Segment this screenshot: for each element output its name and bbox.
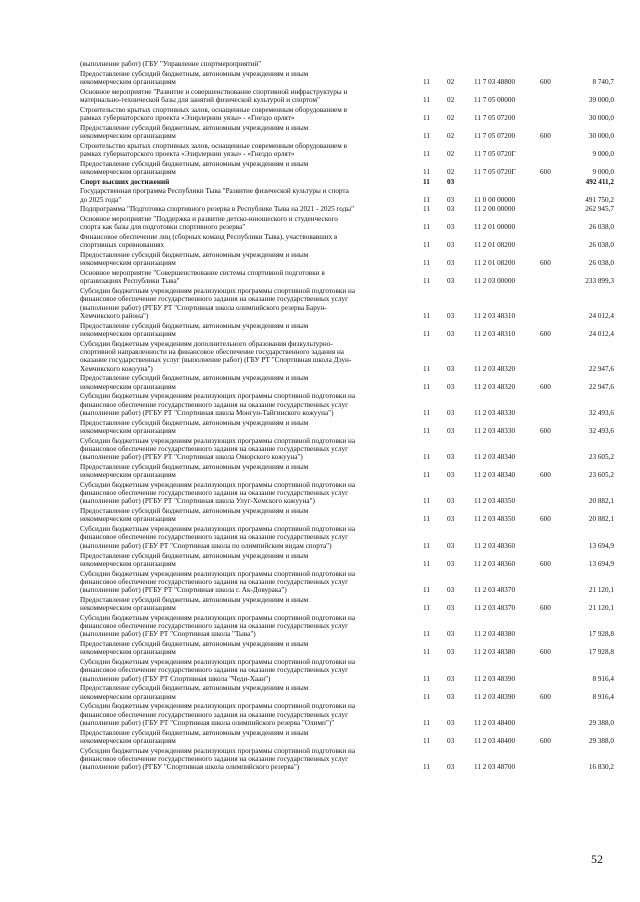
- row-name-line: Субсидии бюджетным учреждениям реализующих программы спортивной подготовки на: [80, 702, 356, 711]
- cell-sum: 8 740,7: [592, 77, 614, 86]
- row-name-line: Субсидии бюджетным учреждениям дополнительного образования физкультурно-: [80, 339, 333, 348]
- cell-rz: 11: [423, 95, 430, 104]
- cell-rz: 11: [423, 586, 430, 595]
- row-name-line: (выполнение работ) (РГБУ РТ "Спортивная школа Монгун-Тайгинского кожууна"): [80, 408, 334, 417]
- row-name: [80, 570, 410, 595]
- row-name: [80, 215, 410, 232]
- cell-csr: 11 2 03 48320: [474, 382, 516, 391]
- row-name: [80, 187, 410, 204]
- row-name-line: Основное мероприятие "Поддержка и развитие детско-юношеского и студенческого: [80, 215, 338, 224]
- row-name: [80, 463, 410, 480]
- cell-vr: 600: [540, 604, 551, 613]
- cell-rz: 11: [423, 364, 430, 373]
- row-name: [80, 205, 410, 213]
- row-name-line: некоммерческим организациям: [80, 167, 176, 176]
- row-name-line: Строительство крытых спортивных залов, оснащенные современным оборудованием в: [80, 141, 347, 150]
- row-name-line: некоммерческим организациям: [80, 259, 176, 268]
- row-name-line: оказание государственных услуг (выполнение работ) (ГБУ РТ "Спортивная школа Дзун-: [80, 356, 352, 365]
- cell-sum: 9 000,0: [592, 149, 614, 158]
- row-name-line: спортивной направленности на финансовое обеспечение государственного задания на: [80, 347, 345, 356]
- row-name: [80, 729, 410, 746]
- row-name: [80, 269, 410, 286]
- cell-pr: 03: [447, 630, 455, 639]
- row-name-line: некоммерческим организациям: [80, 559, 176, 568]
- cell-csr: 11 2 03 48320: [474, 364, 516, 373]
- row-name-line: Предоставление субсидий бюджетным, автономным учреждениям и иным: [80, 595, 309, 604]
- cell-pr: 02: [447, 167, 455, 176]
- cell-sum: 492 411,2: [585, 177, 614, 186]
- cell-sum: 17 928,8: [588, 648, 614, 657]
- cell-pr: 03: [447, 364, 455, 373]
- row-name-line: (выполнение работ) (ГБУ РТ "Спортивная школа "Тыва"): [80, 630, 256, 639]
- cell-csr: 11 2 03 48700: [474, 763, 516, 772]
- cell-vr: 600: [540, 259, 551, 268]
- cell-csr: 11 2 03 48340: [474, 453, 516, 462]
- row-name: [80, 251, 410, 268]
- row-name-line: некоммерческим организациям: [80, 692, 176, 701]
- cell-csr: 11 2 03 48360: [474, 559, 516, 568]
- cell-rz: 11: [423, 149, 430, 158]
- cell-pr: 03: [447, 311, 455, 320]
- row-name-line: Субсидии бюджетным учреждениям реализующих программы спортивной подготовки на: [80, 746, 356, 755]
- cell-vr: 600: [540, 382, 551, 391]
- cell-csr: 11 2 01 08200: [474, 259, 516, 268]
- cell-csr: 11 7 03 48800: [474, 77, 516, 86]
- cell-csr: 11 2 03 00000: [474, 277, 516, 286]
- cell-rz: 11: [423, 471, 430, 480]
- cell-csr: 11 2 03 48330: [474, 426, 516, 435]
- row-name-line: Субсидии бюджетным учреждениям реализующих программы спортивной подготовки на: [80, 569, 356, 578]
- cell-sum: 17 928,8: [588, 630, 614, 639]
- cell-rz: 11: [423, 718, 430, 727]
- cell-pr: 03: [447, 329, 455, 338]
- row-name-line: Предоставление субсидий бюджетным, автономным учреждениям и иным: [80, 507, 309, 516]
- row-name-line: финансовое обеспечение государственного задания на оказание государственных услуг: [80, 489, 349, 498]
- row-name-line: (выполнение работ) (ГБУ "Управление спортмероприятий": [80, 60, 262, 68]
- cell-rz: 11: [423, 541, 430, 550]
- row-name-line: Предоставление субсидий бюджетным, автономным учреждениям и иным: [80, 684, 309, 693]
- cell-sum: 16 830,2: [588, 763, 614, 772]
- row-name-line: Хемчикского района"): [80, 311, 149, 320]
- cell-sum: 8 916,4: [592, 692, 614, 701]
- row-name-line: финансовое обеспечение государственного задания на оказание государственных услуг: [80, 622, 349, 631]
- cell-sum: 21 120,1: [588, 586, 614, 595]
- cell-rz: 11: [423, 259, 430, 268]
- cell-csr: 11 7 05 07200: [474, 131, 516, 140]
- row-name-line: Предоставление субсидий бюджетным, автономным учреждениям и иным: [80, 251, 309, 260]
- row-name: [80, 233, 410, 250]
- row-name-line: некоммерческим организациям: [80, 329, 176, 338]
- cell-vr: 600: [540, 167, 551, 176]
- cell-sum: 262 945,7: [585, 205, 614, 214]
- row-name-line: спорта как базы для подготовки спортивного резерва": [80, 223, 246, 232]
- row-name: [80, 124, 410, 141]
- cell-csr: 11 2 03 48310: [474, 329, 516, 338]
- row-name-line: некоммерческим организациям: [80, 604, 176, 613]
- row-name-line: (выполнение работ) (РГБУ РТ "Спортивная школа Улуг-Хемского кожууна"): [80, 497, 315, 506]
- cell-sum: 23 605,2: [588, 471, 614, 480]
- row-name-line: некоммерческим организациям: [80, 426, 176, 435]
- cell-csr: 11 2 03 48350: [474, 515, 516, 524]
- cell-pr: 03: [447, 277, 455, 286]
- cell-csr: 11 2 01 08200: [474, 241, 516, 250]
- cell-sum: 24 012,4: [588, 311, 614, 320]
- row-name: [80, 106, 410, 123]
- cell-rz: 11: [423, 674, 430, 683]
- cell-sum: 32 493,6: [588, 426, 614, 435]
- row-name-line: Государственная программа Республики Тыва "Развитие физической культуры и спорта: [80, 187, 349, 196]
- cell-pr: 03: [447, 763, 455, 772]
- row-name-line: рамках губернаторского проекта «Эзирлернин уязы» - «Гнездо орлят»: [80, 149, 295, 158]
- cell-csr: 11 2 03 48370: [474, 586, 516, 595]
- cell-csr: 11 2 03 48380: [474, 630, 516, 639]
- row-name: [80, 374, 410, 391]
- cell-rz: 11: [423, 177, 430, 186]
- cell-pr: 02: [447, 77, 455, 86]
- cell-rz: 11: [423, 113, 430, 122]
- row-name-line: (выполнение работ) (ГБУ РТ "Спортивная школа по олимпийским видам спорта"): [80, 541, 332, 550]
- cell-pr: 03: [447, 177, 455, 186]
- cell-csr: 11 2 03 48370: [474, 604, 516, 613]
- cell-csr: 11 2 03 48390: [474, 692, 516, 701]
- row-name-line: Предоставление субсидий бюджетным, автономным учреждениям и иным: [80, 551, 309, 560]
- row-name-line: (выполнение работ) (ГБУ РТ Спортивная школа "Чеди-Хаан"): [80, 674, 271, 683]
- row-name: [80, 702, 410, 727]
- row-name-line: Предоставление субсидий бюджетным, автономным учреждениям и иным: [80, 321, 309, 330]
- row-name-line: Субсидии бюджетным учреждениям реализующих программы спортивной подготовки на: [80, 525, 356, 534]
- cell-sum: 8 916,4: [592, 674, 614, 683]
- cell-pr: 03: [447, 241, 455, 250]
- row-name-line: Предоставление субсидий бюджетным, автономным учреждениям и иным: [80, 123, 309, 132]
- row-name-line: Основное мероприятие "Развитие и совершенствование спортивной инфраструктуры и: [80, 87, 348, 96]
- cell-csr: 11 7 05 0720Г: [474, 149, 516, 158]
- row-name-line: организациях Республики Тыва": [80, 277, 180, 286]
- page-number: 52: [591, 852, 603, 866]
- cell-pr: 02: [447, 113, 455, 122]
- cell-sum: 13 694,9: [588, 541, 614, 550]
- row-name-line: некоммерческим организациям: [80, 77, 176, 86]
- cell-rz: 11: [423, 277, 430, 286]
- cell-vr: 600: [540, 559, 551, 568]
- row-name-line: (выполнение работ) (РГБУ РТ "Спортивная школа олимпийского резерва Барун-: [80, 303, 327, 312]
- row-name-line: финансовое обеспечение государственного задания на оказание государственных услуг: [80, 444, 349, 453]
- row-name-line: Хемчикского кожууна"): [80, 364, 153, 373]
- row-name-line: некоммерческим организациям: [80, 648, 176, 657]
- row-name-line: Субсидии бюджетным учреждениям реализующих программы спортивной подготовки на: [80, 613, 356, 622]
- row-name-line: Субсидии бюджетным учреждениям реализующих программы спортивной подготовки на: [80, 480, 356, 489]
- cell-csr: 11 2 03 48390: [474, 674, 516, 683]
- row-name: [80, 684, 410, 701]
- row-name: [80, 142, 410, 159]
- cell-csr: 11 2 03 48310: [474, 311, 516, 320]
- cell-csr: 11 2 03 48360: [474, 541, 516, 550]
- cell-sum: 20 882,1: [588, 515, 614, 524]
- cell-vr: 600: [540, 131, 551, 140]
- row-name-line: до 2025 года": [80, 195, 122, 204]
- cell-sum: 26 038,0: [588, 259, 614, 268]
- cell-rz: 11: [423, 763, 430, 772]
- row-name-line: некоммерческим организациям: [80, 382, 176, 391]
- row-name-line: финансовое обеспечение государственного задания на оказание государственных услуг: [80, 754, 349, 763]
- cell-sum: 24 012,4: [588, 329, 614, 338]
- row-name-line: Предоставление субсидий бюджетным, автономным учреждениям и иным: [80, 374, 309, 383]
- cell-csr: 11 2 03 48400: [474, 718, 516, 727]
- cell-pr: 03: [447, 426, 455, 435]
- cell-pr: 03: [447, 586, 455, 595]
- row-name-line: некоммерческим организациям: [80, 515, 176, 524]
- cell-rz: 11: [423, 241, 430, 250]
- row-name: [80, 640, 410, 657]
- cell-pr: 03: [447, 195, 455, 204]
- row-name-line: Основное мероприятие "Совершенствование системы спортивной подготовки в: [80, 269, 325, 278]
- cell-pr: 03: [447, 408, 455, 417]
- row-name-line: Предоставление субсидий бюджетным, автономным учреждениям и иным: [80, 640, 309, 649]
- row-name: [80, 70, 410, 87]
- cell-csr: 11 2 01 00000: [474, 223, 516, 232]
- row-name-line: (выполнение работ) (РГБУ РТ "Спортивная школа Овюрского кожууна"): [80, 453, 303, 462]
- row-name-line: (выполнение работ) (РГБУ РТ "Спортивная школа г. Ак-Довурака"): [80, 586, 287, 595]
- cell-pr: 03: [447, 648, 455, 657]
- row-name-line: материально-технической базы для занятий физической культурой и спортом": [80, 95, 320, 104]
- cell-sum: 22 947,6: [588, 364, 614, 373]
- cell-rz: 11: [423, 426, 430, 435]
- row-name: [80, 160, 410, 177]
- row-name-line: некоммерческим организациям: [80, 471, 176, 480]
- cell-rz: 11: [423, 692, 430, 701]
- cell-rz: 11: [423, 559, 430, 568]
- cell-sum: 32 493,6: [588, 408, 614, 417]
- row-name-line: Субсидии бюджетным учреждениям реализующих программы спортивной подготовки на: [80, 658, 356, 667]
- cell-sum: 26 038,0: [588, 223, 614, 232]
- row-name-line: Предоставление субсидий бюджетным, автономным учреждениям и иным: [80, 462, 309, 471]
- row-name-line: Предоставление субсидий бюджетным, автономным учреждениям и иным: [80, 728, 309, 737]
- row-name-line: Предоставление субсидий бюджетным, автономным учреждениям и иным: [80, 159, 309, 168]
- cell-sum: 491 750,2: [585, 195, 614, 204]
- cell-rz: 11: [423, 167, 430, 176]
- row-name-line: рамках губернаторского проекта «Эзирлернин уязы» - «Гнездо орлят»: [80, 113, 295, 122]
- cell-rz: 11: [423, 205, 430, 214]
- row-name-line: Субсидии бюджетным учреждениям реализующих программы спортивной подготовки на: [80, 287, 356, 296]
- cell-pr: 03: [447, 205, 455, 214]
- row-name: [80, 392, 410, 417]
- row-name-line: некоммерческим организациям: [80, 131, 176, 140]
- cell-sum: 26 038,0: [588, 241, 614, 250]
- cell-sum: 22 947,6: [588, 382, 614, 391]
- cell-sum: 30 000,0: [588, 131, 614, 140]
- row-name-line: (выполнение работ) (РГБУ "Спортивная школа олимпийского резерва"): [80, 763, 300, 772]
- cell-pr: 02: [447, 95, 455, 104]
- cell-pr: 02: [447, 149, 455, 158]
- cell-sum: 21 120,1: [588, 604, 614, 613]
- cell-csr: 11 2 03 48330: [474, 408, 516, 417]
- row-name: [80, 507, 410, 524]
- row-name-line: спортивных соревнованиях: [80, 241, 165, 250]
- cell-vr: 600: [540, 515, 551, 524]
- cell-pr: 03: [447, 604, 455, 613]
- row-name-line: Подпрограмма "Подготовка спортивного резерва в Республике Тыва на 2021 - 2025 годы": [80, 205, 355, 214]
- cell-pr: 03: [447, 692, 455, 701]
- row-name-line: финансовое обеспечение государственного задания на оказание государственных услуг: [80, 533, 349, 542]
- row-name: [80, 287, 410, 320]
- cell-rz: 11: [423, 630, 430, 639]
- cell-pr: 03: [447, 382, 455, 391]
- row-name-line: финансовое обеспечение государственного задания на оказание государственных услуг: [80, 577, 349, 586]
- row-name: [80, 658, 410, 683]
- cell-vr: 600: [540, 77, 551, 86]
- row-name-line: Финансовое обеспечение лиц (сборных команд Республики Тыва), участвовавших в: [80, 233, 338, 242]
- cell-rz: 11: [423, 648, 430, 657]
- row-name-line: Спорт высших достижений: [80, 177, 170, 186]
- cell-pr: 03: [447, 259, 455, 268]
- row-name-line: Строительство крытых спортивных залов, оснащенные современным оборудованием в: [80, 105, 347, 114]
- row-name-line: (выполнение работ) (ГБУ РТ "Спортивная школа олимпийского резерва "Олимп")": [80, 718, 335, 727]
- cell-sum: 29 388,0: [588, 718, 614, 727]
- row-name-line: финансовое обеспечение государственного задания на оказание государственных услуг: [80, 400, 349, 409]
- cell-csr: 11 7 05 07200: [474, 113, 516, 122]
- row-name-line: финансовое обеспечение государственного задания на оказание государственных услуг: [80, 710, 349, 719]
- cell-rz: 11: [423, 453, 430, 462]
- cell-rz: 11: [423, 497, 430, 506]
- cell-csr: 11 7 05 00000: [474, 95, 516, 104]
- cell-csr: 11 0 00 00000: [474, 195, 516, 204]
- cell-pr: 02: [447, 131, 455, 140]
- cell-vr: 600: [540, 426, 551, 435]
- cell-rz: 11: [423, 736, 430, 745]
- cell-rz: 11: [423, 131, 430, 140]
- row-name-line: финансовое обеспечение государственного задания на оказание государственных услуг: [80, 666, 349, 675]
- cell-rz: 11: [423, 329, 430, 338]
- cell-csr: 11 2 03 48400: [474, 736, 516, 745]
- row-name-line: Субсидии бюджетным учреждениям реализующих программы спортивной подготовки на: [80, 392, 356, 401]
- cell-pr: 03: [447, 471, 455, 480]
- cell-rz: 11: [423, 223, 430, 232]
- cell-vr: 600: [540, 329, 551, 338]
- row-name: [80, 525, 410, 550]
- row-name: [80, 178, 410, 186]
- cell-sum: 30 000,0: [588, 113, 614, 122]
- cell-rz: 11: [423, 382, 430, 391]
- cell-rz: 11: [423, 515, 430, 524]
- cell-pr: 03: [447, 453, 455, 462]
- cell-pr: 03: [447, 559, 455, 568]
- cell-rz: 11: [423, 195, 430, 204]
- cell-sum: 29 388,0: [588, 736, 614, 745]
- row-name: [80, 322, 410, 339]
- cell-pr: 03: [447, 674, 455, 683]
- cell-vr: 600: [540, 736, 551, 745]
- cell-rz: 11: [423, 77, 430, 86]
- cell-csr: 11 7 05 0720Г: [474, 167, 516, 176]
- cell-sum: 9 000,0: [592, 167, 614, 176]
- cell-csr: 11 2 00 00000: [474, 205, 516, 214]
- cell-pr: 03: [447, 223, 455, 232]
- cell-sum: 39 000,0: [588, 95, 614, 104]
- cell-sum: 233 899,3: [585, 277, 614, 286]
- row-name-line: финансовое обеспечение государственного задания на оказание государственных услуг: [80, 295, 349, 304]
- cell-vr: 600: [540, 471, 551, 480]
- row-name: [80, 596, 410, 613]
- cell-pr: 03: [447, 515, 455, 524]
- row-name-line: Субсидии бюджетным учреждениям реализующих программы спортивной подготовки на: [80, 436, 356, 445]
- cell-rz: 11: [423, 311, 430, 320]
- cell-csr: 11 2 03 48380: [474, 648, 516, 657]
- cell-pr: 03: [447, 718, 455, 727]
- cell-csr: 11 2 03 48350: [474, 497, 516, 506]
- row-name-line: некоммерческим организациям: [80, 736, 176, 745]
- cell-rz: 11: [423, 604, 430, 613]
- row-name: [80, 60, 410, 68]
- row-name: [80, 747, 410, 772]
- cell-sum: 20 882,1: [588, 497, 614, 506]
- cell-vr: 600: [540, 692, 551, 701]
- cell-sum: 13 694,9: [588, 559, 614, 568]
- row-name-line: Предоставление субсидий бюджетным, автономным учреждениям и иным: [80, 418, 309, 427]
- row-name: [80, 88, 410, 105]
- row-name-line: Предоставление субсидий бюджетным, автономным учреждениям и иным: [80, 69, 309, 78]
- row-name: [80, 552, 410, 569]
- cell-pr: 03: [447, 497, 455, 506]
- row-name: [80, 614, 410, 639]
- row-name: [80, 437, 410, 462]
- row-name: [80, 481, 410, 506]
- row-name: [80, 340, 410, 373]
- row-name: [80, 419, 410, 436]
- cell-sum: 23 605,2: [588, 453, 614, 462]
- cell-rz: 11: [423, 408, 430, 417]
- cell-pr: 03: [447, 736, 455, 745]
- cell-csr: 11 2 03 48340: [474, 471, 516, 480]
- cell-vr: 600: [540, 648, 551, 657]
- cell-pr: 03: [447, 541, 455, 550]
